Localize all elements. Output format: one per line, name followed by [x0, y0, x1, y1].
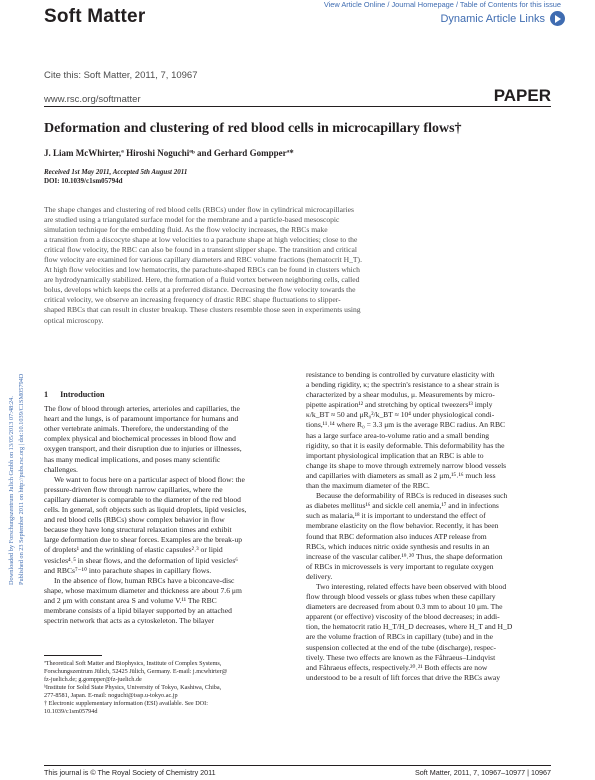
- body-line: important physiological implication that an RBC is able to: [306, 450, 484, 460]
- body-line: and capillaries with diameters as small as 2 μm,¹⁵˒¹⁶ much less: [306, 470, 496, 480]
- abstract-line: flow velocity are examined for various capillary diameters and RBC volume fractions (hematocrit H_T).: [44, 255, 362, 265]
- body-line: delivery.: [306, 571, 333, 581]
- abstract-line: bolus, develops which keeps the cells at a preferred distance. Decreasing the flow velocity towards the: [44, 285, 356, 295]
- body-line: and Fåhraeus effects, respectively.²⁰˒²¹ Both effects are now: [306, 662, 488, 672]
- abstract: [44, 205, 434, 326]
- body-line: because they have long structural relaxation times and exhibit: [44, 525, 232, 535]
- body-line: The flow of blood through arteries, arterioles and capillaries, the: [44, 404, 240, 414]
- sidenote-line-1: Downloaded by Forschungszentrum Julich Gmbh on 13/05/2013 07:48:24.: [8, 396, 15, 585]
- footnote-line: Forschungszentrum Jülich, 52425 Jülich, Germany. E-mail: j.mcwhirter@: [44, 668, 228, 675]
- body-line: We want to focus here on a particular aspect of blood flow: the: [54, 474, 245, 484]
- body-line: has a large surface area-to-volume ratio and a small bending: [306, 430, 490, 440]
- footnote-divider: [44, 655, 102, 656]
- doi: DOI: 10.1039/c1sm05794d: [44, 177, 123, 185]
- footnote-line: 277-8581, Japan. E-mail: noguchi@issp.u-tokyo.ac.jp: [44, 692, 178, 699]
- body-line: found that RBC deformation also induces ATP release from: [306, 531, 487, 541]
- abstract-line: optical microscopy.: [44, 315, 104, 325]
- body-line: complex physical and biochemical processes in blood flow and: [44, 434, 236, 444]
- abstract-line: are hydrodynamically stabilized. Here, the formation of a fluid vortex between neighboring cells, called: [44, 275, 360, 285]
- body-line: rigidity, so that it is easily deformable. This deformability has the: [306, 440, 505, 450]
- play-icon[interactable]: [550, 11, 565, 26]
- body-line: membrane consists of a lipid bilayer supported by an attached: [44, 605, 232, 615]
- received-accepted: Received 1st May 2011, Accepted 5th August 2011: [44, 168, 188, 176]
- abstract-line: At high flow velocities and low hematocrits, the parachute-shaped RBCs can be found in clusters which: [44, 265, 360, 275]
- body-line: shape, whose maximum diameter and thickness are about 7.6 μm: [44, 585, 242, 595]
- abstract-line: shaped RBCs that can result in cluster breakup. These clusters resemble those seen in experiments using: [44, 305, 361, 315]
- body-line: other vertebrate animals. Therefore, the understanding of the: [44, 424, 229, 434]
- body-line: flow through blood vessels or glass tubes when these capillary: [306, 592, 496, 602]
- body-column-right: [306, 370, 552, 683]
- footer-divider: [44, 765, 551, 766]
- body-line: a bending rigidity, κ; the spectrin's resistance to a shear strain is: [306, 380, 500, 390]
- body-line: understood to be a result of lift forces that drive the RBCs away: [306, 672, 501, 682]
- body-line: capillary diameter is comparable to the diameter of the red blood: [44, 494, 241, 504]
- section-heading: [44, 390, 289, 400]
- body-line: In the absence of flow, human RBCs have a biconcave-disc: [54, 575, 235, 585]
- header-divider: [44, 106, 551, 107]
- download-sidenote: [2, 175, 34, 595]
- footer-copyright: This journal is © The Royal Society of Chemistry 2011: [44, 768, 216, 777]
- body-line: resistance to bending is controlled by curvature elasticity with: [306, 370, 495, 379]
- footnote-line: ªTheoretical Soft Matter and Biophysics, Institute of Complex Systems,: [44, 660, 222, 667]
- dynamic-article-links[interactable]: [440, 11, 565, 26]
- body-line: suspension collected at the end of the tube (discharge), respec-: [306, 642, 497, 652]
- body-line: κ/k_BT ≈ 50 and μR₀²/k_BT ≈ 10⁴ under physiological condi-: [306, 410, 495, 420]
- body-line: Because the deformability of RBCs is reduced in diseases such: [316, 491, 508, 501]
- section-number: 1: [44, 390, 49, 399]
- article-dates: [44, 168, 187, 186]
- body-line: RBCs, which induces nitric oxide synthesis and results in an: [306, 541, 490, 551]
- body-column-left: [44, 390, 289, 626]
- abstract-line: a transition from a discocyte shape at low velocities to a parachute shape at high velocities; close to the: [44, 235, 358, 245]
- body-line: of RBCs in microvessels is very important to regulate oxygen: [306, 561, 494, 571]
- journal-url[interactable]: www.rsc.org/softmatter: [44, 94, 141, 105]
- body-line: Two interesting, related effects have been observed with blood: [316, 581, 507, 591]
- body-line: change its shape to move through extremely narrow blood vessels: [306, 460, 507, 470]
- body-line: large deformation due to shear forces. Examples are the break-up: [44, 535, 243, 545]
- body-line: of droplets¹ and the wrinkling of elastic capsules²˒³ or lipid: [44, 545, 223, 555]
- abstract-line: simulation technique for the embedding fluid. As the flow velocity increases, the RBCs make: [44, 225, 328, 235]
- body-line: pipette aspiration¹² and stretching by optical tweezers¹³ imply: [306, 400, 493, 410]
- body-line: tions,¹¹˒¹⁴ where R₀ = 3.3 μm is the average RBC radius. An RBC: [306, 420, 506, 430]
- body-line: apparent (or effective) viscosity of the blood decreases; in addi-: [306, 612, 500, 622]
- body-line: diameters are decreased from about 0.3 mm to about 10 μm. The: [306, 602, 503, 612]
- abstract-line: critical flow velocity, the RBC can also be found in a transient slipper shape. The transition and critical: [44, 245, 357, 255]
- footnote-line: ᵇInstitute for Solid State Physics, University of Tokyo, Kashiwa, Chiba,: [44, 684, 222, 691]
- body-line: membrane elasticity on the flow behavior. Recently, it has been: [306, 521, 499, 531]
- article-title: Deformation and clustering of red blood cells in microcapillary flows†: [44, 121, 462, 136]
- body-line: as diabetes mellitus¹⁶ and sickle cell anemia,¹⁷ and in infections: [306, 501, 499, 511]
- paper-type-tag: PAPER: [493, 86, 551, 105]
- body-line: and RBCs⁷⁻¹⁰ into parachute shapes in capillary flows.: [44, 565, 212, 575]
- body-line: has many medical implications, and poses many scientific: [44, 454, 221, 464]
- body-line: vesicles⁴˒⁵ in shear flows, and the deformation of lipid vesicles⁶: [44, 555, 238, 565]
- body-line: tion, the hematocrit ratio H_T/H_D decreases, where H_T and H_D: [306, 622, 513, 632]
- body-line: oxygen transport, and their disruption due to injuries or illnesses,: [44, 444, 242, 454]
- footer-citation: Soft Matter, 2011, 7, 10967–10977 | 10967: [414, 768, 551, 777]
- abstract-line: The shape changes and clustering of red blood cells (RBCs) under flow in cylindrical microcapillaries: [44, 205, 354, 214]
- body-line: increase of the vascular caliber.¹⁹˒²⁰ Thus, the shape deformation: [306, 551, 503, 561]
- section-title: Introduction: [60, 390, 105, 399]
- body-line: spectrin network that acts as a cytoskeleton. The bilayer: [44, 616, 215, 626]
- footnotes: [44, 660, 289, 716]
- body-line: such as malaria,¹⁸ it is important to understand the effect of: [306, 511, 486, 521]
- body-line: tively. These two effects are known as the Fåhraeus–Lindqvist: [306, 652, 496, 662]
- abstract-line: critical velocity, we observe an increasing frequency of drastic RBC shape fluctuations to slipper-: [44, 295, 341, 305]
- body-line: than the maximum diameter of the RBC.: [306, 481, 430, 491]
- footnote-line: 10.1039/c1sm05794d: [44, 708, 98, 715]
- body-line: pressure-driven flow through narrow capillaries, where the: [44, 484, 223, 494]
- top-links[interactable]: View Article Online / Journal Homepage / Table of Contents for this issue: [323, 0, 561, 9]
- sidenote-line-2: Published on 23 September 2011 on http://pubs.rsc.org | doi:10.1039/C1SM05794D: [18, 373, 25, 585]
- authors: J. Liam McWhirter,ª Hiroshi Noguchiªᵇ and Gerhard Gompperª*: [44, 148, 294, 158]
- journal-name: Soft Matter: [44, 6, 146, 27]
- abstract-line: are studied using a triangulated surface model for the membrane and a particle-based mesoscopic: [44, 215, 340, 225]
- body-line: cells. In general, soft objects such as liquid droplets, lipid vesicles,: [44, 505, 247, 515]
- body-line: challenges.: [44, 464, 78, 474]
- dynamic-links-label[interactable]: Dynamic Article Links: [440, 12, 545, 25]
- body-line: characterized by a shear modulus, μ. Measurements by micro-: [306, 390, 495, 400]
- footnote-line: fz-juelich.de; g.gompper@fz-juelich.de: [44, 676, 142, 683]
- citation: Cite this: Soft Matter, 2011, 7, 10967: [44, 70, 198, 81]
- body-line: and 2 μm with constant area S and volume V.¹¹ The RBC: [44, 595, 217, 605]
- footnote-line: † Electronic supplementary information (ESI) available. See DOI:: [44, 700, 208, 707]
- body-line: heart and the lungs, is of paramount importance for humans and: [44, 414, 239, 424]
- body-line: are the volume fraction of RBCs in capillary (tube) and in the: [306, 632, 494, 642]
- body-line: and red blood cells (RBCs) show complex behavior in flow: [44, 515, 225, 525]
